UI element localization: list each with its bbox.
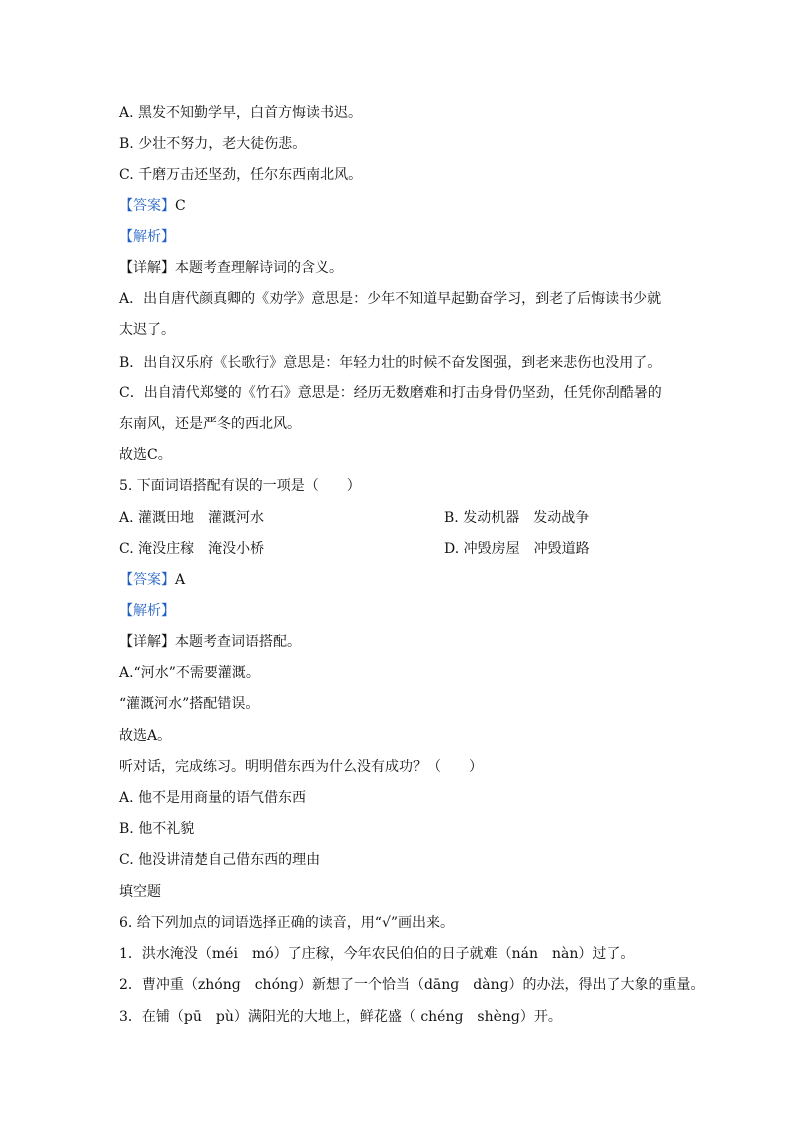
q5-option-b: B. 发动机器 发动战争 <box>444 510 590 526</box>
analysis-tag: 【解析】 <box>119 603 175 619</box>
q5-conclusion: 故选A。 <box>119 728 172 744</box>
q6-item-2: 2．曹冲重（zhónɡ chónɡ）新想了一个恰当（dānɡ dànɡ）的办法，得出了大象的重量。 <box>119 977 705 993</box>
q5-option-a: A. 灌溉田地 灌溉河水 <box>119 510 265 526</box>
q5-analysis <box>119 601 175 621</box>
q5-option-c: C. 淹没庄稼 淹没小桥 <box>119 541 265 557</box>
detail-text: 本题考查理解诗词的含义。 <box>175 260 343 276</box>
q4-explain-a-1: A．出自唐代颜真卿的《劝学》意思是：少年不知道早起勤奋学习，到老了后悔读书少就 <box>119 291 662 307</box>
q5-stem: 5. 下面词语搭配有误的一项是（ ） <box>119 478 361 494</box>
q5-detail <box>119 632 301 652</box>
q4-detail <box>119 258 343 278</box>
q5-option-d: D. 冲毁房屋 冲毁道路 <box>444 541 590 557</box>
q6-item-1: 1．洪水淹没（méi mó）了庄稼，今年农民伯伯的日子就难（nán nàn）过了。 <box>119 946 635 962</box>
listening-option-b: B. 他不礼貌 <box>119 821 195 837</box>
detail-tag: 【详解】 <box>119 260 175 276</box>
listening-stem: 听对话，完成练习。明明借东西为什么没有成功？（ ） <box>119 759 483 775</box>
answer-value: C <box>175 198 186 214</box>
q4-option-a: A. 黑发不知勤学早，白首方悔读书迟。 <box>119 105 363 121</box>
listening-option-c: C. 他没讲清楚自己借东西的理由 <box>119 852 321 868</box>
q4-explain-a-2: 太迟了。 <box>119 322 175 338</box>
q5-answer <box>119 570 185 590</box>
q6-stem: 6. 给下列加点的词语选择正确的读音，用“√”画出来。 <box>119 915 455 931</box>
answer-value: A <box>175 572 186 588</box>
q4-explain-c-2: 东南风，还是严冬的西北风。 <box>119 416 301 432</box>
q5-explain-1: A.“河水”不需要灌溉。 <box>119 665 260 681</box>
q4-conclusion: 故选C。 <box>119 447 172 463</box>
detail-tag: 【详解】 <box>119 634 175 650</box>
answer-tag: 【答案】 <box>119 198 175 214</box>
q4-analysis <box>119 227 175 247</box>
detail-text: 本题考查词语搭配。 <box>175 634 301 650</box>
section-heading-fill: 填空题 <box>119 884 161 900</box>
q4-option-b: B. 少壮不努力，老大徒伤悲。 <box>119 136 307 152</box>
analysis-tag: 【解析】 <box>119 229 175 245</box>
q4-explain-c-1: C．出自清代郑燮的《竹石》意思是：经历无数磨难和打击身骨仍坚劲，任凭你刮酷暑的 <box>119 385 662 401</box>
answer-tag: 【答案】 <box>119 572 175 588</box>
q4-answer <box>119 196 186 216</box>
q6-item-3: 3．在铺（pū pù）满阳光的大地上，鲜花盛（ chénɡ shènɡ）开。 <box>119 1009 562 1025</box>
q5-explain-2: “灌溉河水”搭配错误。 <box>119 696 260 712</box>
q4-option-c: C. 千磨万击还坚劲，任尔东西南北风。 <box>119 167 363 183</box>
q4-explain-b: B．出自汉乐府《长歌行》意思是：年轻力壮的时候不奋发图强，到老来悲伤也没用了。 <box>119 355 662 371</box>
listening-option-a: A. 他不是用商量的语气借东西 <box>119 790 307 806</box>
